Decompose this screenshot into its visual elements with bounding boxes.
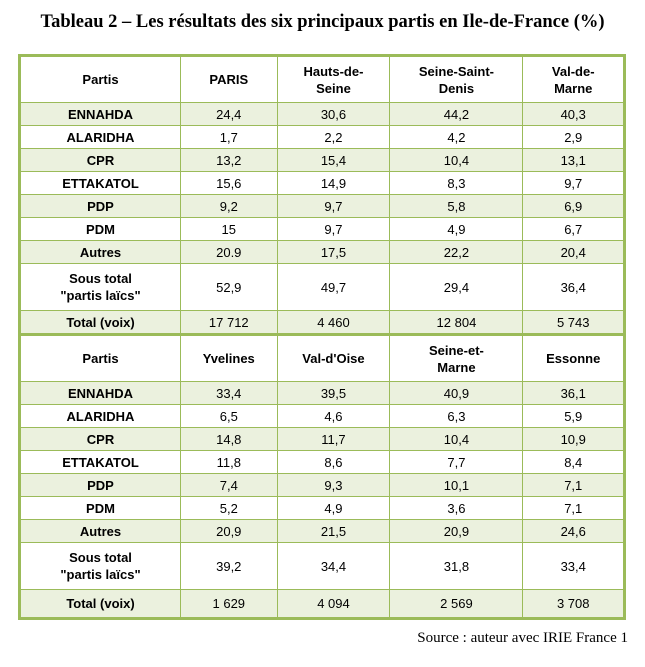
column-header: Val-de- Marne (523, 56, 625, 103)
value-cell: 24,6 (523, 520, 625, 543)
results-table (18, 54, 626, 620)
table-row (20, 126, 625, 149)
value-cell: 4,6 (277, 405, 390, 428)
value-cell: 30,6 (277, 103, 390, 126)
value-cell: 33,4 (523, 543, 625, 590)
value-cell: 24,4 (181, 103, 278, 126)
party-label: PDM (20, 497, 181, 520)
column-header-partis: Partis (20, 335, 181, 382)
value-cell: 40,9 (390, 382, 523, 405)
party-label: Total (voix) (20, 590, 181, 619)
value-cell: 15 (181, 218, 278, 241)
value-cell: 11,8 (181, 451, 278, 474)
table-row (20, 103, 625, 126)
source-note: Source : auteur avec IRIE France 1 (417, 630, 628, 646)
value-cell: 8,4 (523, 451, 625, 474)
value-cell: 15,4 (277, 149, 390, 172)
party-label: ENNAHDA (20, 382, 181, 405)
party-label: ETTAKATOL (20, 172, 181, 195)
party-label: PDP (20, 474, 181, 497)
party-label: PDP (20, 195, 181, 218)
value-cell: 7,4 (181, 474, 278, 497)
party-label: CPR (20, 149, 181, 172)
column-header: Seine-Saint- Denis (390, 56, 523, 103)
value-cell: 6,5 (181, 405, 278, 428)
value-cell: 15,6 (181, 172, 278, 195)
value-cell: 9,3 (277, 474, 390, 497)
table-row (20, 405, 625, 428)
column-header: Seine-et- Marne (390, 335, 523, 382)
value-cell: 13,2 (181, 149, 278, 172)
value-cell: 6,9 (523, 195, 625, 218)
header-row (20, 335, 625, 382)
value-cell: 2,2 (277, 126, 390, 149)
table-row (20, 543, 625, 590)
value-cell: 13,1 (523, 149, 625, 172)
value-cell: 12 804 (390, 311, 523, 335)
column-header: PARIS (181, 56, 278, 103)
value-cell: 1,7 (181, 126, 278, 149)
value-cell: 17,5 (277, 241, 390, 264)
table-row (20, 218, 625, 241)
value-cell: 9,2 (181, 195, 278, 218)
value-cell: 7,1 (523, 474, 625, 497)
value-cell: 36,4 (523, 264, 625, 311)
value-cell: 29,4 (390, 264, 523, 311)
value-cell: 5,9 (523, 405, 625, 428)
value-cell: 1 629 (181, 590, 278, 619)
column-header: Yvelines (181, 335, 278, 382)
party-label: Total (voix) (20, 311, 181, 335)
column-header: Val-d'Oise (277, 335, 390, 382)
column-header: Hauts-de- Seine (277, 56, 390, 103)
table-row (20, 497, 625, 520)
party-label: Autres (20, 520, 181, 543)
value-cell: 10,4 (390, 428, 523, 451)
value-cell: 10,4 (390, 149, 523, 172)
party-label: ALARIDHA (20, 405, 181, 428)
value-cell: 33,4 (181, 382, 278, 405)
table-row (20, 241, 625, 264)
value-cell: 20,9 (181, 520, 278, 543)
table-title: Tableau 2 – Les résultats des six principaux partis en Ile-de-France (%) (40, 12, 605, 32)
value-cell: 9,7 (277, 218, 390, 241)
column-header: Essonne (523, 335, 625, 382)
value-cell: 4,9 (390, 218, 523, 241)
table-row (20, 149, 625, 172)
value-cell: 10,9 (523, 428, 625, 451)
value-cell: 39,5 (277, 382, 390, 405)
party-label: Sous total "partis laïcs" (20, 264, 181, 311)
value-cell: 2,9 (523, 126, 625, 149)
table-row (20, 520, 625, 543)
value-cell: 20,4 (523, 241, 625, 264)
table-row (20, 264, 625, 311)
value-cell: 4 460 (277, 311, 390, 335)
column-header-partis: Partis (20, 56, 181, 103)
value-cell: 14,9 (277, 172, 390, 195)
value-cell: 44,2 (390, 103, 523, 126)
value-cell: 5 743 (523, 311, 625, 335)
table-row (20, 474, 625, 497)
table-row (20, 311, 625, 335)
value-cell: 3 708 (523, 590, 625, 619)
value-cell: 11,7 (277, 428, 390, 451)
party-label: Sous total "partis laïcs" (20, 543, 181, 590)
party-label: ETTAKATOL (20, 451, 181, 474)
value-cell: 31,8 (390, 543, 523, 590)
party-label: Autres (20, 241, 181, 264)
party-label: CPR (20, 428, 181, 451)
value-cell: 6,3 (390, 405, 523, 428)
value-cell: 4,9 (277, 497, 390, 520)
party-label: ALARIDHA (20, 126, 181, 149)
value-cell: 36,1 (523, 382, 625, 405)
party-label: PDM (20, 218, 181, 241)
table-row (20, 451, 625, 474)
value-cell: 10,1 (390, 474, 523, 497)
value-cell: 4 094 (277, 590, 390, 619)
header-row (20, 56, 625, 103)
table-row (20, 172, 625, 195)
value-cell: 40,3 (523, 103, 625, 126)
table-row (20, 428, 625, 451)
value-cell: 20,9 (390, 520, 523, 543)
value-cell: 5,2 (181, 497, 278, 520)
party-label: ENNAHDA (20, 103, 181, 126)
value-cell: 8,3 (390, 172, 523, 195)
value-cell: 2 569 (390, 590, 523, 619)
value-cell: 22,2 (390, 241, 523, 264)
value-cell: 5,8 (390, 195, 523, 218)
table-row (20, 382, 625, 405)
value-cell: 20.9 (181, 241, 278, 264)
value-cell: 7,7 (390, 451, 523, 474)
value-cell: 34,4 (277, 543, 390, 590)
value-cell: 9,7 (523, 172, 625, 195)
value-cell: 8,6 (277, 451, 390, 474)
value-cell: 39,2 (181, 543, 278, 590)
value-cell: 4,2 (390, 126, 523, 149)
value-cell: 7,1 (523, 497, 625, 520)
value-cell: 17 712 (181, 311, 278, 335)
value-cell: 21,5 (277, 520, 390, 543)
value-cell: 3,6 (390, 497, 523, 520)
table-row (20, 195, 625, 218)
table-row (20, 590, 625, 619)
value-cell: 52,9 (181, 264, 278, 311)
value-cell: 6,7 (523, 218, 625, 241)
value-cell: 49,7 (277, 264, 390, 311)
value-cell: 14,8 (181, 428, 278, 451)
value-cell: 9,7 (277, 195, 390, 218)
